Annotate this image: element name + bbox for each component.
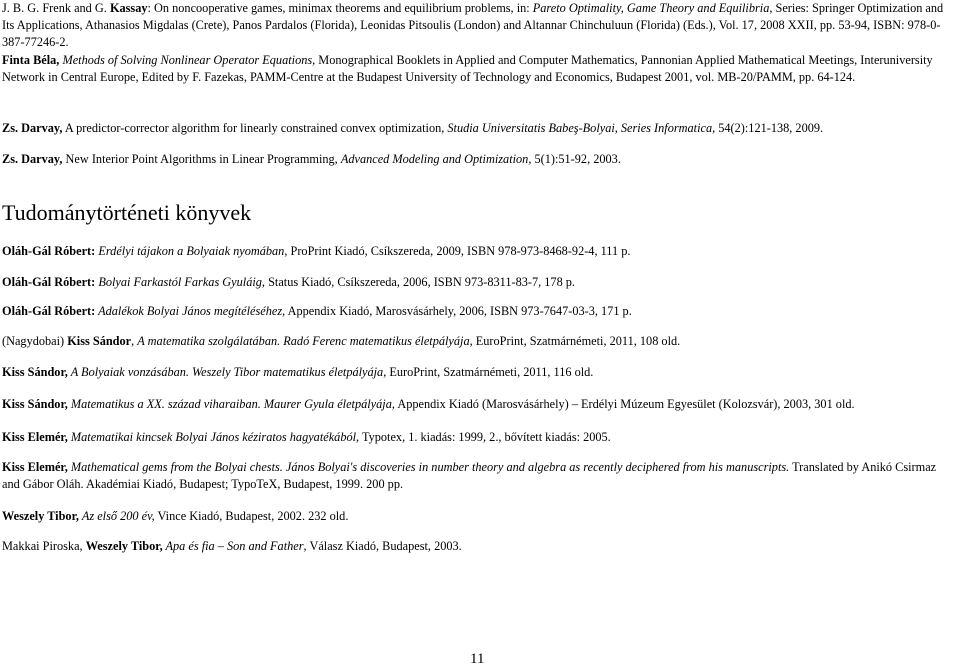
book-entry: Oláh-Gál Róbert: Adalékok Bolyai János megítéléséhez, Appendix Kiadó, Marosvásárhely, 2006, ISBN 973-7647-03-3, 171 p. [2,304,632,318]
reference-finta: Finta Béla, Methods of Solving Nonlinear Operator Equations, Monographical Booklets in Applied and Computer Mathematics, Pannonian Applied Mathematical Meetings, Interuniversity Network in Central Europe, Edited by F. Fazekas, PAMM-Centre at the Budapest University of Technology and Economics, Budapest 2001, vol. MB-20/PAMM, pp. 64-124. [2,53,933,84]
section-heading: Tudománytörténeti könyvek [2,200,252,225]
book-entry: (Nagydobai) Kiss Sándor, A matematika szolgálatában. Radó Ferenc matematikus életpályája, EuroPrint, Szatmárnémeti, 2011, 108 old. [2,334,681,348]
book-entry: Kiss Elemér, Matematikai kincsek Bolyai János kéziratos hagyatékából, Typotex, 1. kiadás: 1999, 2., bővített kiadás: 2005. [2,430,611,444]
book-entry: Oláh-Gál Róbert: Bolyai Farkastól Farkas Gyuláig, Status Kiadó, Csíkszereda, 2006, ISBN 973-8311-83-7, 178 p. [2,275,576,289]
book-entry: Makkai Piroska, Weszely Tibor, Apa és fia – Son and Father, Válasz Kiadó, Budapest, 2003. [2,539,462,553]
book-entry: Oláh-Gál Róbert: Erdélyi tájakon a Bolyaiak nyomában, ProPrint Kiadó, Csíkszereda, 2009, ISBN 978-973-8468-92-4, 111 p. [2,244,631,258]
reference-darvay-2: Zs. Darvay, New Interior Point Algorithms in Linear Programming, Advanced Modeling and Optimization, 5(1):51-92, 2003. [2,152,621,166]
reference-kassay: J. B. G. Frenk and G. Kassay: On noncooperative games, minimax theorems and equilibrium problems, in: Pareto Optimality, Game Theory and Equilibria, Series: Springer Optimization and Its Applications, Athanasios Migdalas (Crete), Panos Pardalos (Florida), Leonidas Pitsoulis (London) and Altannar Chinchuluun (Florida) (Eds.), Vol. 17, 2008 XXII, pp. 53-94, ISBN: 978-0-387-77246-2. [2,1,944,49]
reference-darvay-1: Zs. Darvay, A predictor-corrector algorithm for linearly constrained convex optimization, Studia Universitatis Babeş-Bolyai, Series Informatica, 54(2):121-138, 2009. [2,121,824,135]
page-number: 11 [470,651,485,667]
book-entry: Weszely Tibor, Az első 200 év, Vince Kiadó, Budapest, 2002. 232 old. [2,509,349,523]
book-entry: Kiss Sándor, A Bolyaiak vonzásában. Weszely Tibor matematikus életpályája, EuroPrint, Szatmárnémeti, 2011, 116 old. [2,365,594,379]
book-entry: Kiss Sándor, Matematikus a XX. század viharaiban. Maurer Gyula életpályája, Appendix Kiadó (Marosvásárhely) – Erdélyi Múzeum Egyesület (Kolozsvár), 2003, 301 old. [2,397,855,411]
book-entry: Kiss Elemér, Mathematical gems from the Bolyai chests. János Bolyai's discoveries in number theory and algebra as recently deciphered from his manuscripts. Translated by Anikó Csirmaz and Gábor Oláh. Akadémiai Kiadó, Budapest; TypoTeX, Budapest, 1999. 200 pp. [2,460,937,491]
